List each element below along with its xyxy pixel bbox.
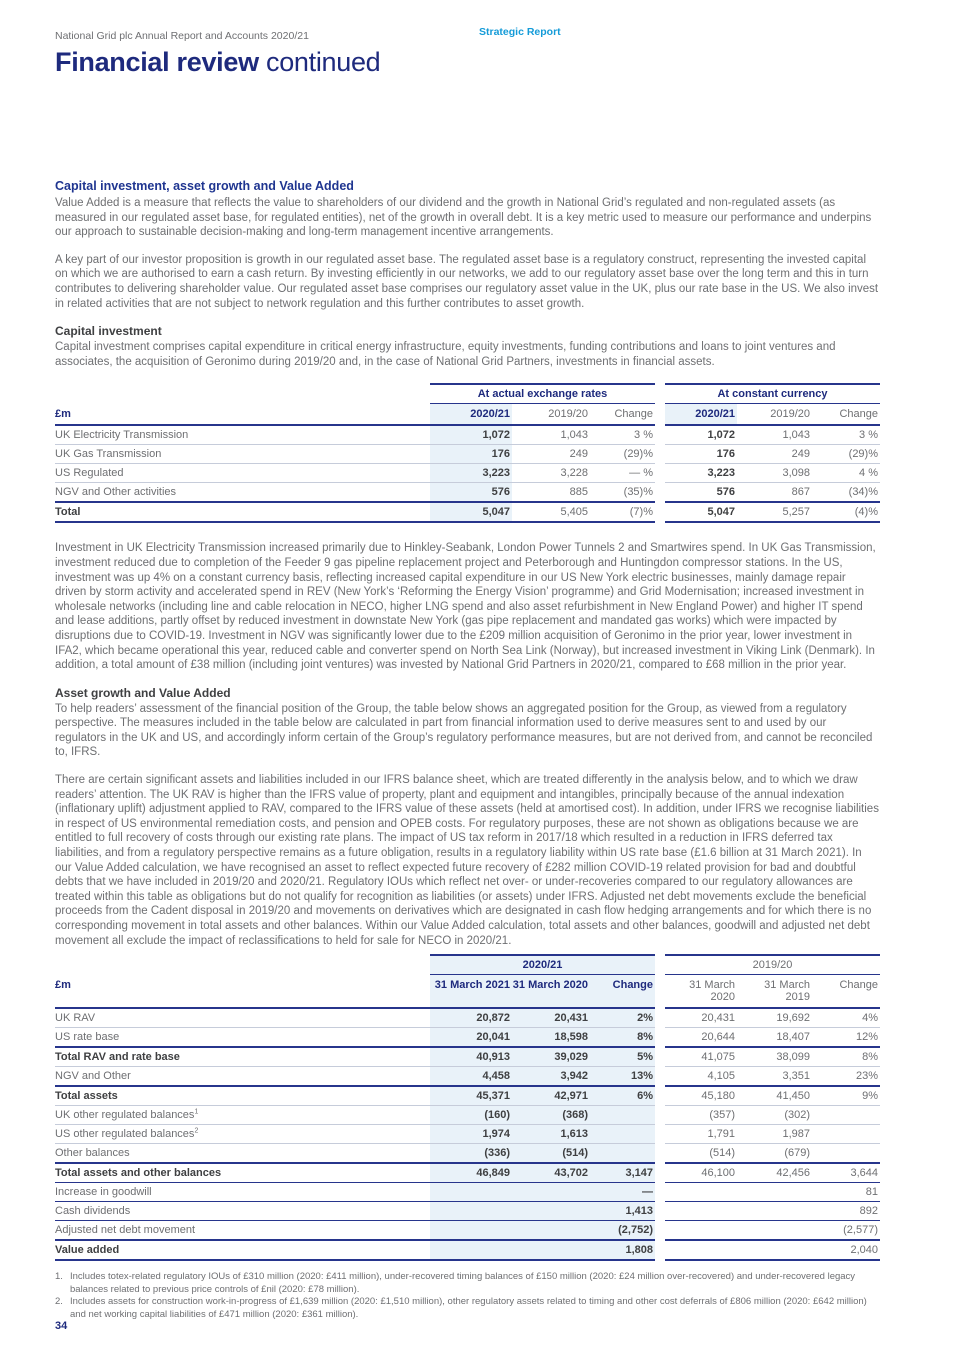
paragraph: A key part of our investor proposition is growth in our regulated asset base. The regulated asset base is a regulatory construct, representing the invested capital on which we are authorised to earn a cash return. By investing efficiently in our networks, we add to our regulatory asset base over the long term and this in turn contributes to delivering shareholder value. Our regulated asset base comprises our regulatory asset value in the UK, plus our rate base in the US. We also invest in related activities that are not subject to network regulation and this further contributes to asset growth. — [55, 253, 879, 310]
cell-value: (514) — [512, 1143, 590, 1162]
column-header: 2019/20 — [737, 404, 812, 426]
column-header: Change — [812, 404, 880, 426]
spacer-cell — [655, 383, 665, 404]
cell-value: 45,180 — [665, 1085, 737, 1105]
cell-value: 1,987 — [737, 1124, 812, 1143]
table-row — [55, 1085, 880, 1105]
cell-value: 3,223 — [430, 463, 512, 482]
cell-value: 5,047 — [665, 501, 737, 523]
spacer-cell — [655, 1220, 665, 1239]
asset-growth-table — [55, 954, 880, 1261]
row-label: Value added — [55, 1239, 430, 1261]
table-row — [55, 1239, 880, 1261]
cell-value: 5,047 — [430, 501, 512, 523]
table-body — [55, 426, 880, 523]
cell-value: 4,105 — [665, 1066, 737, 1085]
footnote-number: 2. — [55, 1296, 63, 1308]
cell-value: 576 — [430, 482, 512, 501]
table-row — [55, 426, 880, 444]
cell-value: 3,147 — [590, 1162, 655, 1182]
table-column-header-row — [55, 404, 880, 426]
row-label: Total RAV and rate base — [55, 1046, 430, 1066]
cell-value: 41,450 — [737, 1085, 812, 1105]
spacer-cell — [655, 1105, 665, 1124]
cell-value: 176 — [665, 444, 737, 463]
table-row — [55, 444, 880, 463]
table-row — [55, 1066, 880, 1085]
table-row — [55, 482, 880, 501]
cell-value: 20,872 — [430, 1009, 512, 1027]
cell-value: 3,942 — [512, 1066, 590, 1085]
spacer-cell — [655, 501, 665, 523]
paragraph: There are certain significant assets and liabilities included in our IFRS balance sheet, which are treated differently in the analysis below, and to which we draw readers’ attention. The UK RAV is higher than the IFRS value of property, plant and equipment and intangibles, principally because of the annual indexation (inflationary uplift) adjustment applied to RAV, compared to the IFRS value of these assets (held at amortised cost). In addition, under IFRS we recognise liabilities in respect of US environmental remediation costs, and pension and OPEB costs. For regulatory purposes, these are not shown as obligations because we are entitled to full recovery of costs through our existing rate plans. The impact of US tax reform in 2017/18 which resulted in a reduction in IFRS deferred tax liabilities, and from a regulatory perspective remains as a future obligation, results in a regulatory liability within US rate base (£1.6 billion at 31 March 2021). In our Value Added calculation, we have recognised an asset to reflect expected future recovery of £282 million COVID-19 related provision for bad and doubtful debts that we have included in 2019/20 and 2020/21. Regulatory IOUs which reflect net over- or under-recoveries compared to our regulatory allowances are treated within this table as obligations but do not qualify for recognition as liabilities (or assets) under IFRS. Adjusted net debt movements exclude the beneficial proceeds from the Cadent disposal in 2019/20 and movements on derivatives which are designated in cash flow hedging arrangements and for which there is no corresponding movement in total assets and other balances. Within our Value Added calculation, total assets and other balances, goodwill and adjusted net debt movement all exclude the impact of reclassifications to held for sale for NECO in 2020/21. — [55, 774, 879, 947]
table-row — [55, 1046, 880, 1066]
table-row — [55, 501, 880, 523]
group-header-actual-exchange-rates: At actual exchange rates — [430, 383, 655, 404]
page-title-regular: continued — [258, 47, 381, 77]
cell-value: 41,075 — [665, 1046, 737, 1066]
paragraph: Investment in UK Electricity Transmission increased primarily due to Hinkley-Seabank, London Power Tunnels 2 and Smartwires spend. In UK Gas Transmission, investment reduced due to completion of the Feeder 9 gas pipeline replacement project and Peterborough and Huntingdon compressor stations. In the US, investment was up 4% on a constant currency basis, reflecting increased capital expenditure in our US New York electric businesses, mainly damage repair driven by storm activity and accelerated spend in REV (New York’s ‘Reforming the Energy Vision’ programme) and Grid Modernisation; increased investment in wholesale networks (including line and cable relocation in NECO, higher LNG spend and also asset refurbishment in New England Power) and higher IT spend and lease additions, partly offset by reduced investment in downstate New York (gas pipe replacement and mandated gas works) which were impacted by disruptions due to COVID-19. Investment in NGV was significantly lower due to the £209 million acquisition of Geronimo in the prior year, lower investment in IFA2, which became operational this year, reduced cable and converter spend on North Sea Link (Norway), but increased investment in Viking Link (Denmark). In addition, a total amount of £38 million (including joint ventures) was invested by National Grid Partners in 2020/21, compared to £68 million in the prior year. — [55, 542, 876, 672]
spacer-cell — [655, 954, 665, 975]
cell-value — [737, 1239, 812, 1261]
table-group-header-row — [55, 383, 880, 404]
cell-value — [590, 1105, 655, 1124]
cell-value: 4 % — [812, 463, 880, 482]
row-label: UK Electricity Transmission — [55, 429, 189, 442]
table-body — [55, 1009, 880, 1261]
row-label: US other regulated balances$^2$ — [55, 1124, 430, 1143]
paragraph: Value Added is a measure that reflects the value to shareholders of our dividend and the growth in National Grid’s regulated and non-regulated assets (as measured in our regulated asset base, for regulated entities), net of the growth in overall debt. It is a key metric used to measure our performance and underpins our approach to sustainable decision-making and long-term management incentive arrangements. — [55, 197, 872, 239]
table-row — [55, 1162, 880, 1182]
cell-value: 3,223 — [665, 463, 737, 482]
cell-value: 42,971 — [512, 1085, 590, 1105]
cell-value — [812, 1124, 880, 1143]
row-label: Total assets — [55, 1085, 430, 1105]
cell-value — [430, 1220, 512, 1239]
cell-value: 18,407 — [737, 1027, 812, 1046]
cell-value: 2,040 — [812, 1239, 880, 1261]
cell-value: (302) — [737, 1105, 812, 1124]
table-row — [55, 1009, 880, 1027]
cell-value: (160) — [430, 1105, 512, 1124]
cell-value: 1,413 — [590, 1201, 655, 1220]
cell-value: 1,613 — [512, 1124, 590, 1143]
cell-value — [430, 1239, 512, 1261]
cell-value — [512, 1182, 590, 1201]
cell-value: 1,072 — [430, 426, 512, 444]
page-content — [55, 26, 880, 1321]
column-header: 31 March 2019 — [737, 975, 812, 1009]
paragraph: Capital investment comprises capital expenditure in critical energy infrastructure, equity investments, funding contributions and loans to joint ventures and associates, the acquisition of Geronimo during 2019/20 and, in the case of National Grid Partners, investments in financial assets. — [55, 341, 836, 368]
cell-value: (679) — [737, 1143, 812, 1162]
row-label: Cash dividends — [55, 1201, 430, 1220]
column-header: 2020/21 — [665, 404, 737, 426]
column-header: 2019/20 — [512, 404, 590, 426]
row-label: NGV and Other activities — [55, 482, 430, 501]
cell-value — [512, 1239, 590, 1261]
cell-value: (2,752) — [590, 1220, 655, 1239]
page-header — [55, 26, 880, 40]
cell-value: 46,100 — [665, 1162, 737, 1182]
spacer-cell — [655, 1009, 665, 1027]
row-label: Total assets and other balances — [55, 1162, 430, 1182]
cell-value — [512, 1220, 590, 1239]
page-number: 34 — [55, 1320, 68, 1332]
cell-value — [430, 1201, 512, 1220]
spacer-cell — [655, 404, 665, 426]
cell-value: 39,029 — [512, 1046, 590, 1066]
cell-value — [737, 1201, 812, 1220]
cell-value: 9% — [812, 1085, 880, 1105]
cell-value: 18,598 — [512, 1027, 590, 1046]
cell-value: 3,351 — [737, 1066, 812, 1085]
cell-value — [665, 1182, 737, 1201]
cell-value: 4% — [862, 1012, 878, 1025]
footnote — [55, 1296, 880, 1321]
spacer-cell — [655, 1201, 665, 1220]
cell-value — [665, 1220, 737, 1239]
spacer-cell — [655, 463, 665, 482]
cell-value: 46,849 — [430, 1162, 512, 1182]
spacer-cell — [55, 383, 430, 404]
cell-value — [812, 1143, 880, 1162]
table-row — [55, 463, 880, 482]
cell-value: (368) — [512, 1105, 590, 1124]
column-header: 31 March 2021 — [430, 975, 512, 1009]
cell-value: 13% — [590, 1066, 655, 1085]
spacer-cell — [55, 954, 430, 975]
subheading-asset-growth-value-added: Asset growth and Value Added — [55, 685, 231, 700]
cell-value: 6% — [590, 1085, 655, 1105]
cell-value: 3 % — [859, 429, 878, 442]
spacer-cell — [655, 1124, 665, 1143]
cell-value: 249 — [512, 444, 590, 463]
cell-value: 42,456 — [737, 1162, 812, 1182]
cell-value: (514) — [665, 1143, 737, 1162]
cell-value: (35)% — [590, 482, 655, 501]
cell-value: 20,644 — [665, 1027, 737, 1046]
footnote-text: Includes assets for construction work-in-progress of £1,639 million (2020: £1,510 million), other regulatory assets related to timing and other cost deferrals of £806 million (2020: £642 million) and net working capital liabilities of £471 million (2020: £361 million). — [70, 1296, 867, 1320]
cell-value — [665, 1201, 737, 1220]
group-header-2020-21: 2020/21 — [430, 954, 655, 975]
cell-value: 38,099 — [737, 1046, 812, 1066]
cell-value: (29)% — [590, 444, 655, 463]
spacer-cell — [655, 1085, 665, 1105]
cell-value — [430, 1182, 512, 1201]
cell-value: 19,692 — [776, 1012, 810, 1025]
spacer-cell — [655, 444, 665, 463]
spacer-cell — [655, 1046, 665, 1066]
cell-value: 1,808 — [590, 1239, 655, 1261]
table-row — [55, 1143, 880, 1162]
cell-value: 867 — [737, 482, 812, 501]
column-header: 2020/21 — [430, 404, 512, 426]
cell-value: 20,431 — [512, 1009, 590, 1027]
cell-value: (34)% — [812, 482, 880, 501]
footnote — [55, 1271, 880, 1296]
cell-value: 20,431 — [701, 1012, 735, 1025]
column-header: Change — [812, 975, 880, 1009]
table-row — [55, 1105, 880, 1124]
spacer-cell — [655, 482, 665, 501]
cell-value: 2% — [590, 1009, 655, 1027]
spacer-cell — [655, 1162, 665, 1182]
cell-value: 45,371 — [430, 1085, 512, 1105]
page-title-bold: Financial review — [55, 47, 259, 77]
column-header: 31 March 2020 — [665, 975, 737, 1009]
spacer-cell — [655, 426, 665, 444]
cell-value: 5,257 — [737, 501, 812, 523]
group-header-2019-20: 2019/20 — [665, 954, 880, 975]
cell-value: — — [590, 1182, 655, 1201]
table-row — [55, 1182, 880, 1201]
cell-value: 3,098 — [737, 463, 812, 482]
cell-value: 5,405 — [512, 501, 590, 523]
subheading-capital-investment: Capital investment — [55, 324, 162, 339]
table-row — [55, 1124, 880, 1143]
cell-value: (7)% — [590, 501, 655, 523]
row-label: Total — [55, 501, 430, 523]
row-label: US rate base — [55, 1027, 430, 1046]
page-title — [55, 47, 880, 78]
cell-value — [737, 1220, 812, 1239]
cell-value: 4,458 — [430, 1066, 512, 1085]
row-label: UK other regulated balances$^1$ — [55, 1105, 430, 1124]
cell-value: 40,913 — [430, 1046, 512, 1066]
cell-value: 1,791 — [665, 1124, 737, 1143]
cell-value: 576 — [665, 482, 737, 501]
cell-value: (2,577) — [812, 1220, 880, 1239]
table-column-header-row — [55, 975, 880, 1009]
cell-value: (29)% — [812, 444, 880, 463]
cell-value: 3 % — [634, 429, 653, 442]
cell-value: 892 — [812, 1201, 880, 1220]
spacer-cell — [655, 1182, 665, 1201]
row-label: Adjusted net debt movement — [55, 1220, 430, 1239]
table-group-header-row — [55, 954, 880, 975]
capital-investment-table — [55, 383, 880, 523]
cell-value — [665, 1239, 737, 1261]
spacer-cell — [655, 1239, 665, 1261]
row-label: NGV and Other — [55, 1066, 430, 1085]
row-label: Other balances — [55, 1143, 430, 1162]
cell-value: 176 — [430, 444, 512, 463]
cell-value — [590, 1124, 655, 1143]
column-header: 31 March 2020 — [512, 975, 590, 1009]
cell-value: 249 — [737, 444, 812, 463]
column-header: Change — [590, 975, 655, 1009]
column-header-currency-unit: £m — [55, 404, 430, 426]
cell-value: 885 — [512, 482, 590, 501]
column-header: Change — [590, 404, 655, 426]
section-heading-capital-investment-asset-growth: Capital investment, asset growth and Value Added — [55, 179, 354, 193]
footnotes — [55, 1271, 880, 1321]
cell-value: 12% — [812, 1027, 880, 1046]
cell-value: 5% — [590, 1046, 655, 1066]
report-title: National Grid plc Annual Report and Accounts 2020/21 — [55, 30, 309, 42]
table-row — [55, 1201, 880, 1220]
cell-value: 1,974 — [430, 1124, 512, 1143]
cell-value: 3,228 — [512, 463, 590, 482]
cell-value: 20,041 — [430, 1027, 512, 1046]
cell-value: (336) — [430, 1143, 512, 1162]
cell-value: 8% — [812, 1046, 880, 1066]
column-header-currency-unit: £m — [55, 975, 430, 1009]
cell-value: 8% — [590, 1027, 655, 1046]
footnote-text: Includes totex-related regulatory IOUs of £310 million (2020: £411 million), under-recovered timing balances of £150 million (2020: £24 million over-recovered) and under-recovered legacy balances related to previous price controls of £nil (2020: £78 million). — [70, 1271, 856, 1295]
spacer-cell — [655, 1027, 665, 1046]
cell-value: 1,043 — [560, 429, 588, 442]
footnote-number: 1. — [55, 1271, 63, 1283]
cell-value: — % — [590, 463, 655, 482]
cell-value — [590, 1143, 655, 1162]
spacer-cell — [655, 975, 665, 1009]
cell-value: 43,702 — [512, 1162, 590, 1182]
table-row — [55, 1220, 880, 1239]
cell-value: (357) — [665, 1105, 737, 1124]
section-tag: Strategic Report — [479, 26, 561, 38]
spacer-cell — [655, 1143, 665, 1162]
cell-value: 23% — [812, 1066, 880, 1085]
row-label: Increase in goodwill — [55, 1182, 430, 1201]
cell-value: (4)% — [812, 501, 880, 523]
row-label: US Regulated — [55, 463, 430, 482]
cell-value: 1,043 — [782, 429, 810, 442]
cell-value — [812, 1105, 880, 1124]
table-row — [55, 1027, 880, 1046]
group-header-constant-currency: At constant currency — [665, 383, 880, 404]
row-label: UK Gas Transmission — [55, 444, 430, 463]
cell-value: 81 — [812, 1182, 880, 1201]
paragraph: To help readers’ assessment of the financial position of the Group, the table below shows an aggregated position for the Group, as viewed from a regulatory perspective. The measures included in the table below are calculated in part from financial information used to derive measures sent to and used by our regulators in the UK and US, and accordingly inform certain of the Group’s regulatory performance measures, but are not derived from, and cannot be reconciled to, IFRS. — [55, 702, 873, 759]
cell-value: 1,072 — [707, 429, 735, 442]
row-label: UK RAV — [55, 1012, 96, 1025]
cell-value — [737, 1182, 812, 1201]
cell-value — [512, 1201, 590, 1220]
spacer-cell — [655, 1066, 665, 1085]
cell-value: 3,644 — [812, 1162, 880, 1182]
